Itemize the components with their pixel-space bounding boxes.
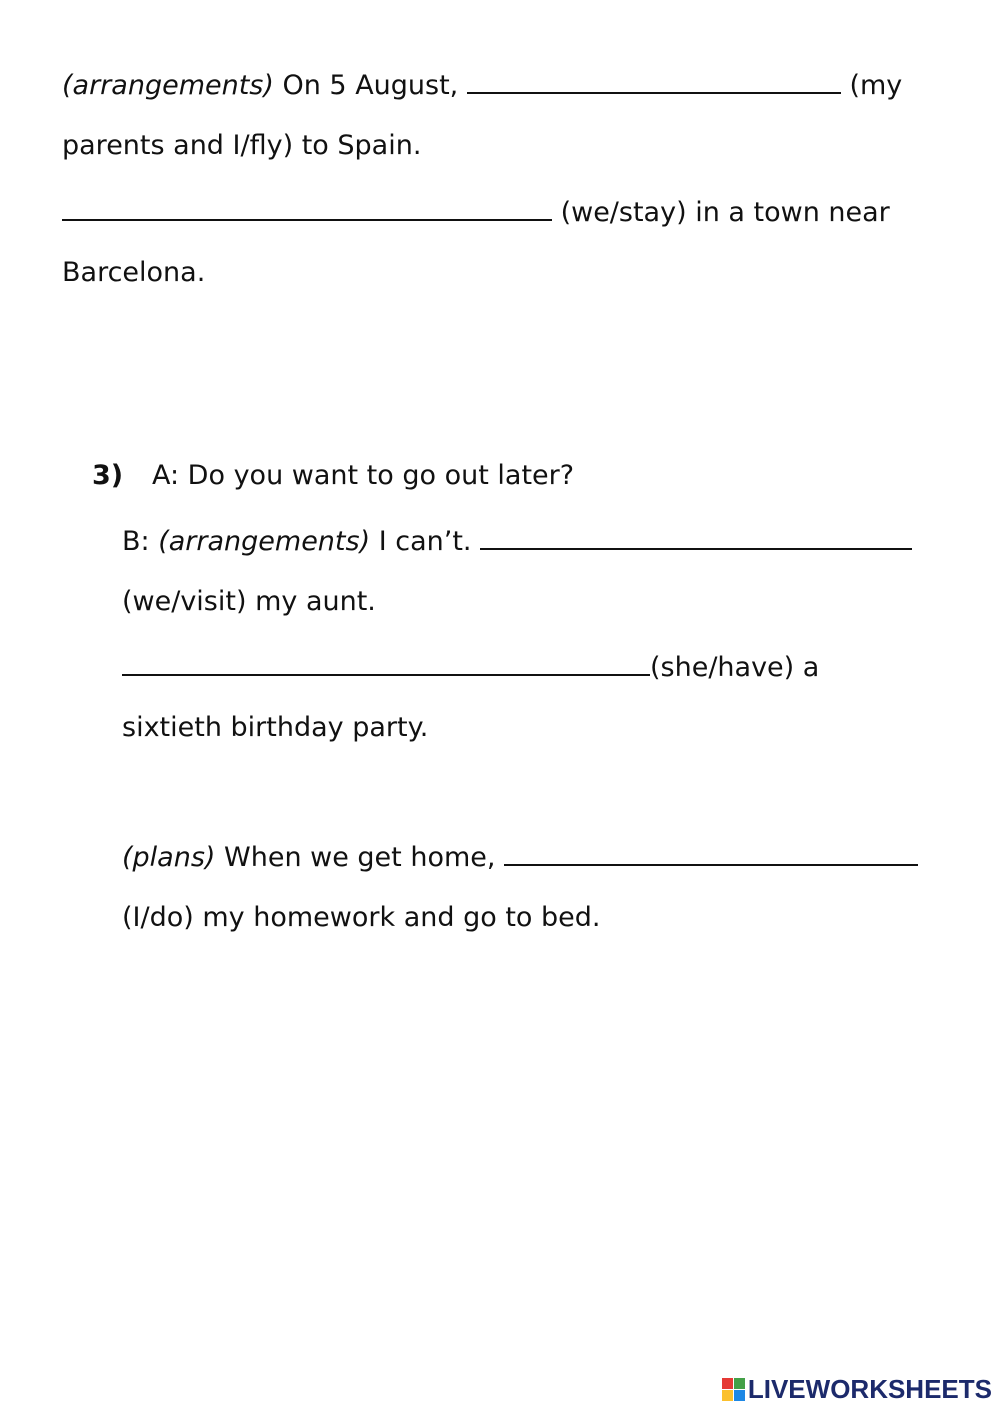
hint-arrangements: (arrangements): [62, 70, 274, 101]
logo-square-green: [734, 1378, 745, 1389]
dialogue-b-prefix: B:: [122, 526, 159, 557]
sentence-text: (I/do) my homework and go to bed.: [122, 902, 601, 933]
sentence-text: When we get home,: [215, 842, 505, 873]
sentence-text: (she/have) a: [650, 652, 820, 683]
hint-arrangements: (arrangements): [158, 526, 371, 557]
question-3-homework-line: [122, 901, 600, 935]
liveworksheets-logo: [722, 1374, 992, 1405]
sentence-text: Barcelona.: [62, 257, 206, 288]
sentence-text: (we/stay) in a town near: [552, 197, 890, 228]
question-3-she-have-line: [122, 648, 819, 685]
answer-blank-she-have[interactable]: [122, 648, 650, 676]
logo-square-blue: [734, 1390, 745, 1401]
question-number: 3): [92, 460, 124, 491]
question-3-plans-line: [122, 838, 918, 875]
logo-icon: [722, 1378, 745, 1401]
answer-blank-we-stay[interactable]: [62, 193, 552, 221]
dialogue-b-text: I can’t.: [370, 526, 481, 557]
answer-blank-my-parents-fly[interactable]: [467, 66, 841, 94]
answer-blank-i-do[interactable]: [504, 838, 918, 866]
sentence-text: (my: [840, 70, 903, 101]
logo-square-red: [722, 1378, 733, 1389]
question-3-visit-line: [122, 585, 376, 619]
hint-plans: (plans): [122, 842, 216, 873]
logo-text: LIVEWORKSHEETS: [747, 1374, 992, 1404]
sentence-text: On 5 August,: [273, 70, 467, 101]
dialogue-a: A: Do you want to go out later?: [152, 460, 575, 491]
answer-blank-we-visit[interactable]: [480, 522, 912, 550]
sentence-line-1: [62, 66, 902, 103]
question-3-b-line: [122, 522, 912, 559]
sentence-line-4: [62, 256, 205, 290]
sentence-text: (we/visit) my aunt.: [122, 586, 376, 617]
question-3-a-line: [92, 459, 574, 493]
sentence-line-2: [62, 129, 421, 163]
sentence-line-3: [62, 193, 890, 230]
logo-square-yellow: [722, 1390, 733, 1401]
sentence-text: sixtieth birthday party.: [122, 712, 429, 743]
question-3-party-line: [122, 711, 428, 745]
sentence-text: parents and I/fly) to Spain.: [62, 130, 422, 161]
